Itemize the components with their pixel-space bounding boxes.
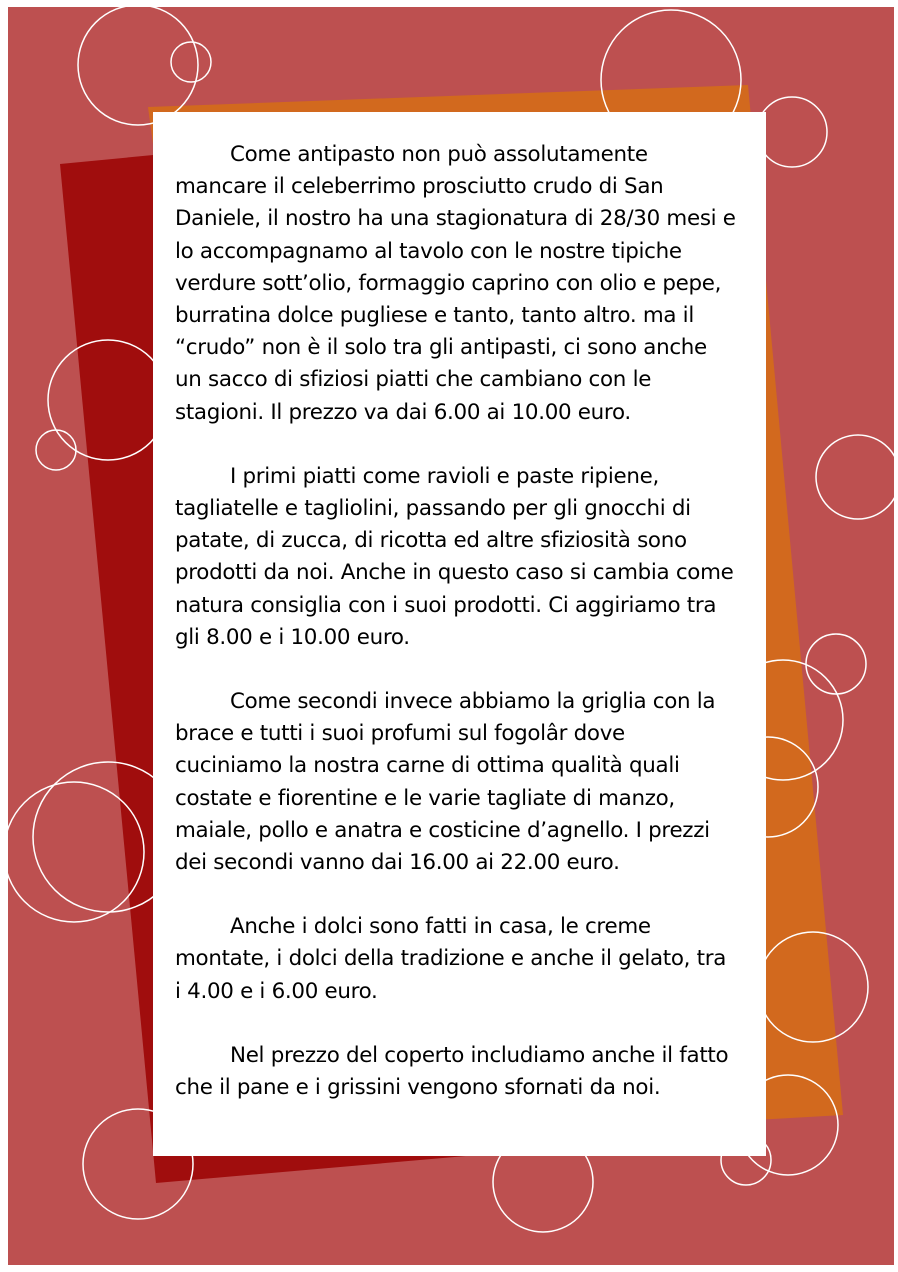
menu-text-card: [153, 112, 766, 1156]
bubble-circle: [757, 97, 827, 167]
bubble-circle: [171, 42, 211, 82]
paragraph-coperto: Nel prezzo del coperto includiamo anche il fatto che il pane e i grissini vengono sfornati da noi.: [175, 1042, 729, 1101]
bubble-circle: [816, 435, 894, 519]
bubble-circle: [806, 634, 866, 694]
paragraph-antipasti: Come antipasto non può assolutamente mancare il celeberrimo prosciutto crudo di San Daniele, il nostro ha una stagionatura di 28/30 mesi e lo accompagnamo al tavolo con le nostre tipiche verdure sott’olio, formaggio caprino con olio e pepe, burratina dolce pugliese e tanto, tanto altro. ma il “crudo” non è il solo tra gli antipasti, ci sono anche un sacco di sfiziosi piatti che cambiano con le stagioni. Il prezzo va dai 6.00 ai 10.00 euro.: [175, 142, 736, 425]
menu-page: [8, 7, 894, 1265]
bubble-circle: [78, 7, 198, 125]
paragraph-primi: I primi piatti come ravioli e paste ripiene, tagliatelle e tagliolini, passando per gli gnocchi di patate, di zucca, di ricotta ed altre sfiziosità sono prodotti da noi. Anche in questo caso si cambia come natura consiglia con i suoi prodotti. Ci aggiriamo tra gli 8.00 e i 10.00 euro.: [175, 463, 734, 650]
bubble-circle: [8, 782, 144, 922]
bubble-circle: [36, 430, 76, 470]
paragraph-dolci: Anche i dolci sono fatti in casa, le creme montate, i dolci della tradizione e anche il gelato, tra i 4.00 e i 6.00 euro.: [175, 914, 727, 1004]
paragraph-secondi: Come secondi invece abbiamo la griglia con la brace e tutti i suoi profumi sul fogolâr dove cuciniamo la nostra carne di ottima qualità quali costate e fiorentine e le varie tagliate di manzo, maiale, pollo e anatra e costicine d’agnello. I prezzi dei secondi vanno dai 16.00 ai 22.00 euro.: [175, 689, 716, 876]
